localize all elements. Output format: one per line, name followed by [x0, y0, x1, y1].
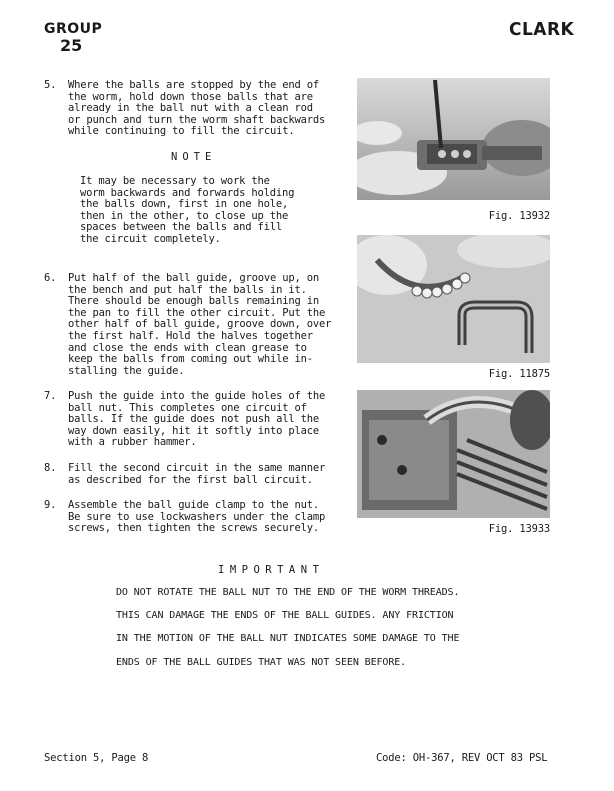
figure-caption: Fig. 13932 [488, 210, 550, 222]
note-text: It may be necessary to work the worm backwards and forwards holding the balls down, first in one hole, then in the other, to close up the spaces between the balls and fill the circuit completely. [80, 175, 295, 245]
step-number: 5. [44, 79, 57, 91]
figure-caption: Fig. 13933 [488, 523, 550, 535]
group-label: GROUP [44, 21, 103, 37]
brand-logo: CLARK [509, 19, 575, 41]
important-line: IN THE MOTION OF THE BALL NUT INDICATES SOME DAMAGE TO THE [116, 633, 460, 644]
important-title: IMPORTANT [218, 564, 325, 576]
step-text: Where the balls are stopped by the end of the worm, hold down those balls that are already in the ball nut with a clean rod or punch and turn the worm shaft backwards while continuing to fill the circuit. [68, 79, 326, 138]
step-text: Assemble the ball guide clamp to the nut. Be sure to use lockwashers under the clamp screws, then tighten the screws securely. [68, 499, 326, 535]
footer-section: Section 5, Page 8 [44, 752, 149, 764]
step-number: 9. [44, 499, 57, 511]
group-number: 25 [60, 36, 83, 55]
figure-caption: Fig. 11875 [488, 368, 550, 380]
step-text: Put half of the ball guide, groove up, on the bench and put half the balls in it. There should be enough balls remaining in the pan to fill the other circuit. Put the other half of ball guide, groove down, over the first half. Hold the halves together and close the ends with clean grease to keep the balls from coming out while in- stalling the guide. [68, 272, 332, 377]
figure-photo-guide-installed [357, 390, 550, 518]
note-title: NOTE [171, 151, 217, 163]
step-text: Push the guide into the guide holes of the ball nut. This completes one circuit of balls. If the guide does not push all the way down easily, hit it softly into place with a rubber hammer. [68, 390, 326, 449]
important-line: ENDS OF THE BALL GUIDES THAT WAS NOT SEEN BEFORE. [116, 657, 407, 668]
figure-photo-ball-nut-punch [357, 78, 550, 200]
figure-photo-ball-guide [357, 235, 550, 363]
step-text: Fill the second circuit in the same manner as described for the first ball circuit. [68, 462, 326, 486]
footer-code: Code: OH-367, REV OCT 83 PSL [376, 752, 548, 764]
step-number: 8. [44, 462, 57, 474]
step-number: 6. [44, 272, 57, 284]
step-number: 7. [44, 390, 57, 402]
important-line: THIS CAN DAMAGE THE ENDS OF THE BALL GUIDES. ANY FRICTION [116, 610, 454, 621]
important-line: DO NOT ROTATE THE BALL NUT TO THE END OF THE WORM THREADS. [116, 587, 460, 598]
